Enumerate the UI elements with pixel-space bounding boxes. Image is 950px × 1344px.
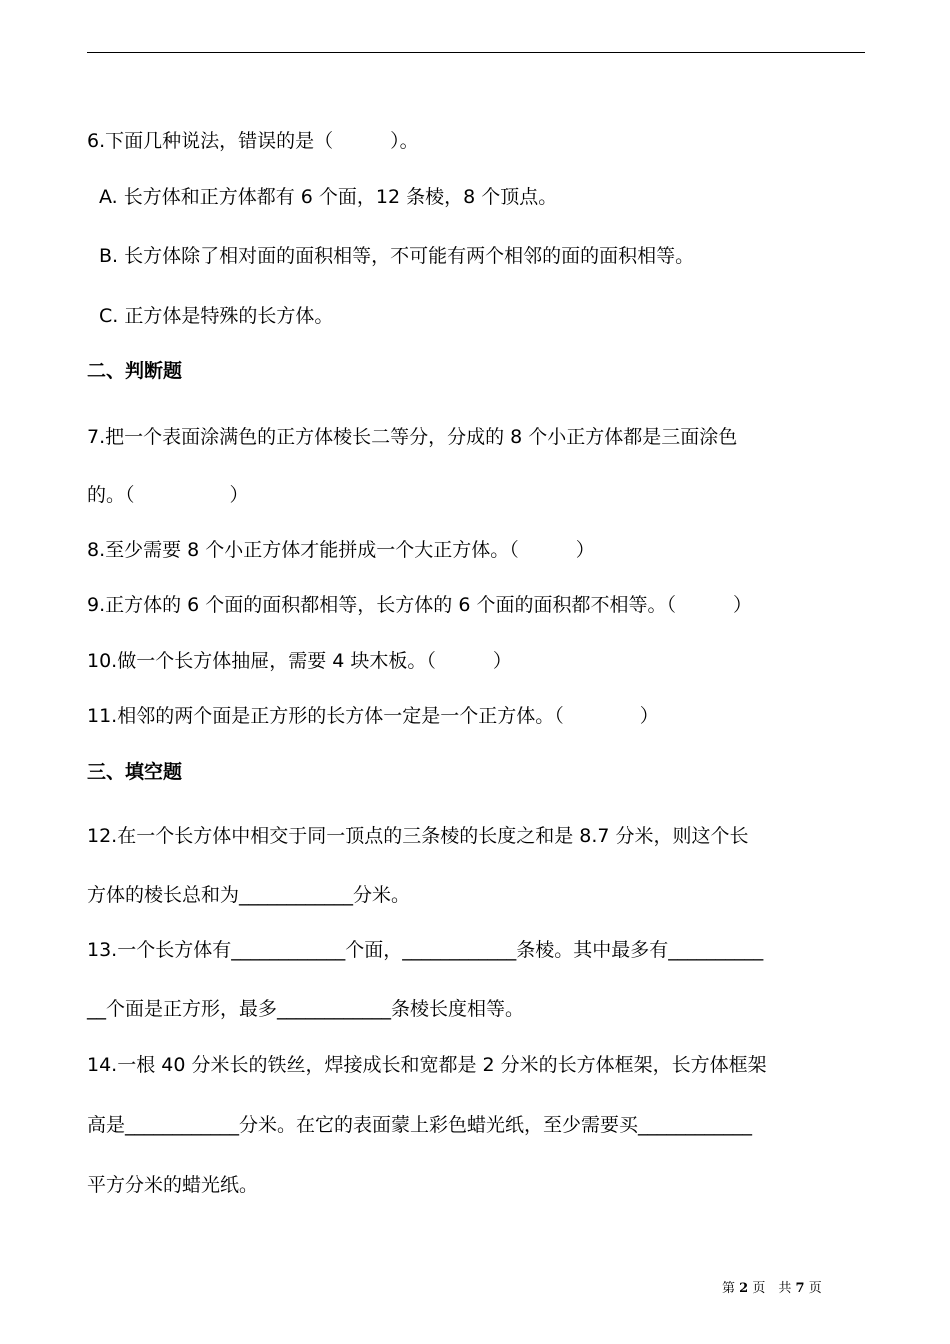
question-14-line-3: 平方分米的蜡光纸。 [87,1174,259,1196]
question-14-line-1: 14.一根 40 分米长的铁丝，焊接成长和宽都是 2 分米的长方体框架，长方体框架 [87,1054,767,1076]
question-13-line-1: 13.一个长方体有____________个面，____________条棱。其中最多有__________ [87,939,764,961]
footer-prefix: 第 [722,1281,736,1296]
page-footer [722,1277,822,1296]
question-6-option-b: B. 长方体除了相对面的面积相等，不可能有两个相邻的面的面积相等。 [99,245,695,267]
question-6-stem: 6.下面几种说法，错误的是（ ）。 [87,130,419,152]
header-rule [87,52,865,53]
footer-suffix: 页 [808,1281,822,1296]
question-14-line-2: 高是____________分米。在它的表面蒙上彩色蜡光纸，至少需要买____________ [87,1114,753,1136]
question-7-line-2: 的。（ ） [87,484,249,506]
question-9: 9.正方体的 6 个面的面积都相等，长方体的 6 个面的面积都不相等。（ ） [87,594,752,616]
section-heading-fill-in: 三、填空题 [87,761,183,783]
question-13-line-2: __个面是正方形，最多____________条棱长度相等。 [87,998,525,1020]
question-12-line-2: 方体的棱长总和为____________分米。 [87,884,411,906]
question-6-option-c: C. 正方体是特殊的长方体。 [99,305,334,327]
footer-total-pages: 7 [795,1281,805,1296]
question-6-option-a: A. 长方体和正方体都有 6 个面，12 条棱，8 个顶点。 [99,186,558,208]
question-12-line-1: 12.在一个长方体中相交于同一顶点的三条棱的长度之和是 8.7 分米，则这个长 [87,825,749,847]
question-11: 11.相邻的两个面是正方形的长方体一定是一个正方体。（ ） [87,705,659,727]
question-7-line-1: 7.把一个表面涂满色的正方体棱长二等分，分成的 8 个小正方体都是三面涂色 [87,426,738,448]
question-8: 8.至少需要 8 个小正方体才能拼成一个大正方体。（ ） [87,539,595,561]
footer-mid: 页 共 [752,1281,792,1296]
question-10: 10.做一个长方体抽屉，需要 4 块木板。（ ） [87,650,512,672]
section-heading-true-false: 二、判断题 [87,360,183,382]
footer-current-page: 2 [739,1281,749,1296]
